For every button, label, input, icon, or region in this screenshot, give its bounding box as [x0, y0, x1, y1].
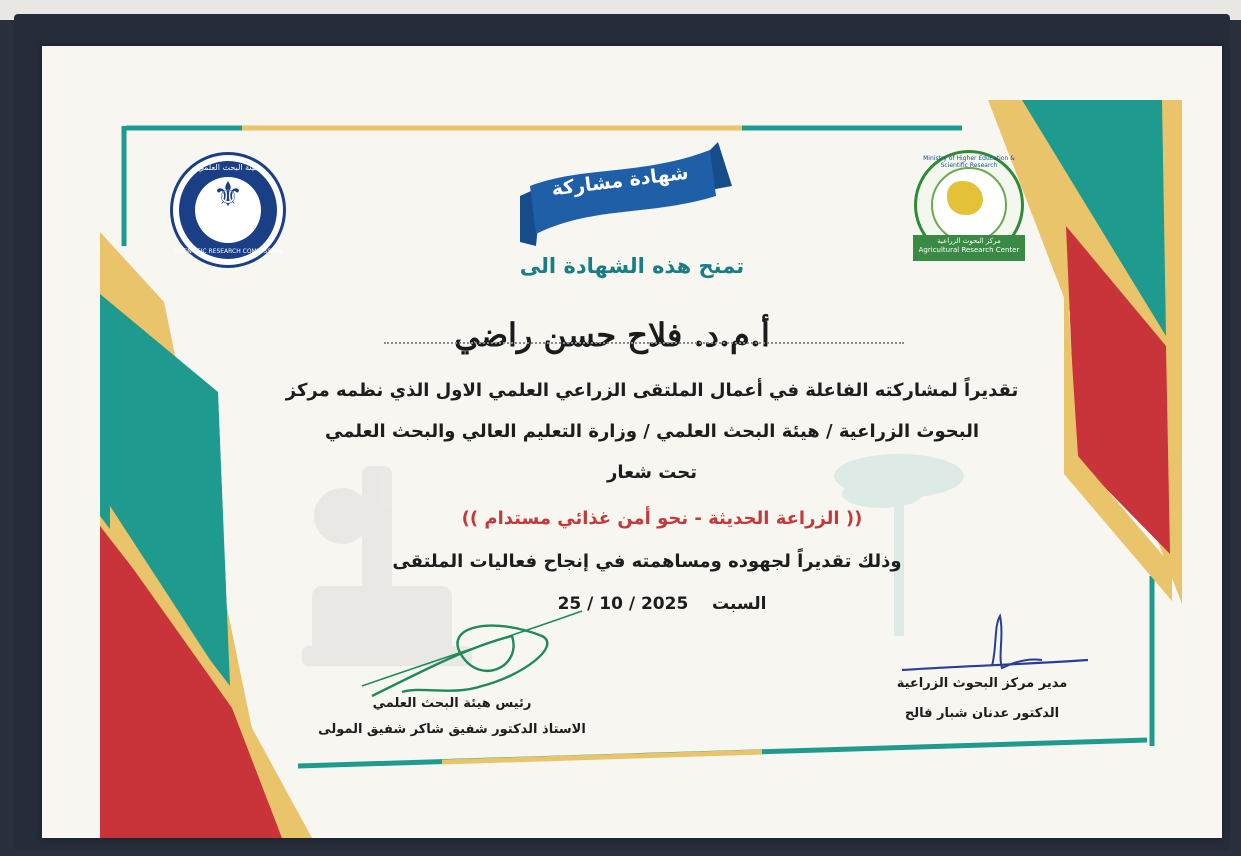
right-signatory-name: الدكتور عدنان شبار فالح [904, 706, 1060, 721]
right-signature [902, 660, 1088, 670]
body-line-2: البحوث الزراعية / هيئة البحث العلمي / وزارة التعليم العالي والبحث العلمي [324, 421, 979, 442]
granted-heading: تمنح هذه الشهادة الى [519, 254, 745, 278]
agricultural-research-center-logo: Ministry of Higher Education & Scientific Research مركز البحوث الزراعية Agricultural Research Center [914, 150, 1024, 260]
scientific-research-commission-logo: هيئة البحث العلمي ⚜ SCIENTIFIC RESEARCH COMMISSION [170, 152, 286, 268]
motto-text: (( الزراعة الحديثة - نحو أمن غذائي مستدام )) [461, 508, 863, 529]
body-line-1: تقديراً لمشاركته الفاعلة في أعمال الملتقى الزراعي العلمي الاول الذي نظمه مركز [285, 380, 1019, 401]
name-underline [384, 342, 904, 344]
ribbon-title: شهادة مشاركة [550, 161, 690, 201]
body-line-3: تحت شعار [606, 462, 698, 483]
date-row [502, 594, 822, 614]
right-signatory-title: مدير مركز البحوث الزراعية [896, 676, 1068, 691]
commission-emblem-icon: ⚜ [212, 175, 244, 215]
day-label: السبت [711, 594, 767, 614]
certificate-date: 25 / 10 / 2025 [557, 594, 689, 614]
certificate-paper [42, 46, 1222, 838]
thanks-text: وذلك تقديراً لجهوده ومساهمته في إنجاح فعاليات الملتقى [392, 551, 902, 572]
left-signatory-name: الاستاذ الدكتور شفيق شاكر شفيق المولى [318, 722, 586, 737]
left-signatory-title: رئيس هيئة البحث العلمي [372, 696, 532, 711]
iraq-map-icon [947, 181, 983, 215]
recipient-name: أ.م.د. فلاح حسن راضي [454, 316, 770, 354]
